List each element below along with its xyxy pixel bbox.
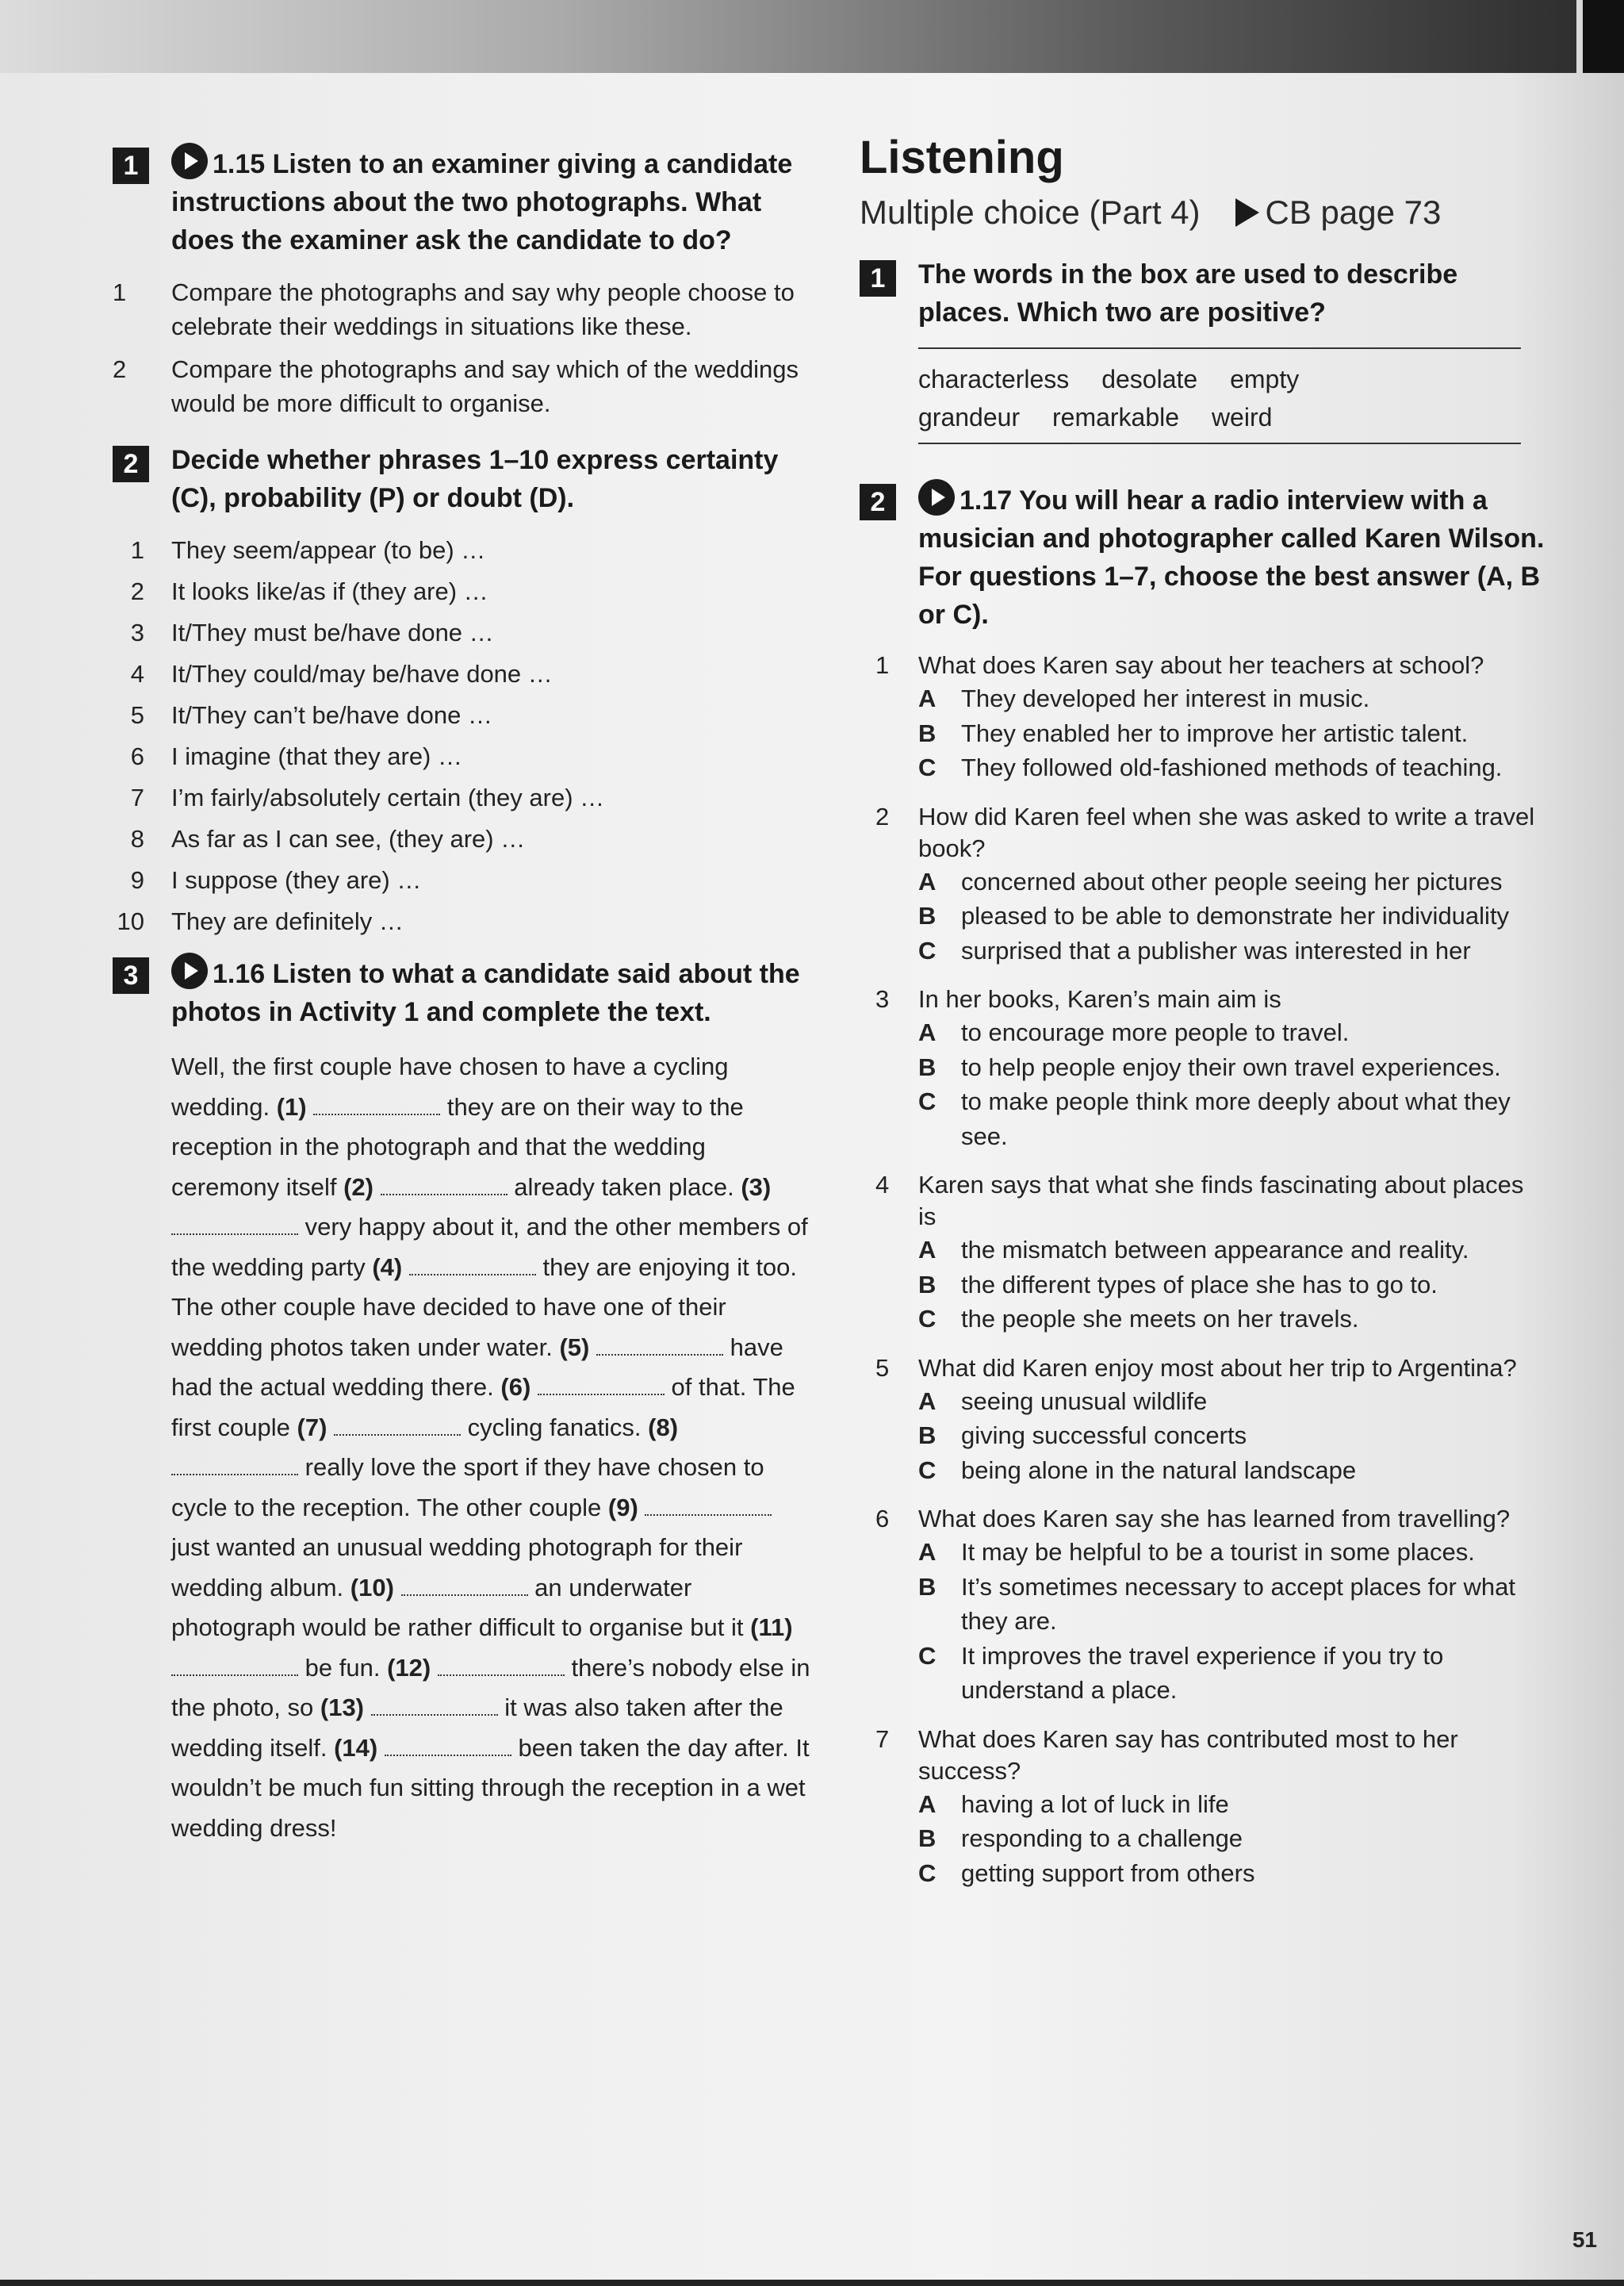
exercise-2-heading <box>113 441 810 517</box>
question: 1 What does Karen say about her teachers at school? A They developed her interest in music. B They enabled her to improve her artistic talent. C They followed old-fashioned methods of teaching. <box>860 650 1546 785</box>
word-row <box>918 398 1521 436</box>
left-column <box>113 143 810 1848</box>
audio-play-icon <box>171 143 208 179</box>
exercise-2-list <box>113 533 810 938</box>
list-item: 7 I’m fairly/absolutely certain (they are) … <box>130 784 605 811</box>
option-a[interactable]: A concerned about other people seeing her pictures <box>918 867 1503 896</box>
list-item: 4 It/They could/may be/have done … <box>130 660 553 688</box>
option-c[interactable]: C surprised that a publisher was interested in her <box>918 936 1471 965</box>
gap-blank[interactable] <box>401 1575 528 1596</box>
exercise-number: 2 <box>860 484 896 520</box>
multiple-choice-questions <box>860 650 1546 1890</box>
exercise-3-heading <box>113 953 810 1031</box>
option-b[interactable]: B responding to a challenge <box>918 1824 1243 1852</box>
list-item: 3 It/They must be/have done … <box>130 619 494 646</box>
audio-play-icon <box>171 953 208 989</box>
gap-blank[interactable] <box>171 1455 298 1475</box>
gap-blank[interactable] <box>385 1736 511 1756</box>
audio-play-icon <box>918 479 955 516</box>
coursebook-reference: CB page 73 <box>1265 194 1442 231</box>
exercise-1-heading <box>113 143 810 259</box>
word: remarkable <box>1051 403 1180 432</box>
option-c[interactable]: C getting support from others <box>918 1858 1255 1887</box>
word-box <box>918 347 1521 444</box>
listening-exercise-2-heading <box>860 479 1546 634</box>
gap-blank[interactable] <box>409 1255 536 1275</box>
exercise-number: 3 <box>113 957 149 994</box>
listening-exercise-1-heading <box>860 255 1546 332</box>
instruction-text: You will hear a radio interview with a musician and photographer called Karen Wilson. For questions 1–7, choose the best answer (A, B or C). <box>918 485 1545 630</box>
word: desolate <box>1101 365 1198 393</box>
question: 2 How did Karen feel when she was asked to write a travel book? A concerned about other people seeing her pictures B pleased to be able to demonstrate her individuality C surprised that a publisher was interested in her <box>860 801 1546 968</box>
gap-blank[interactable] <box>538 1375 665 1395</box>
option-c[interactable]: C They followed old-fashioned methods of teaching. <box>918 754 1503 781</box>
track-number: 1.15 <box>213 149 266 179</box>
header-divider <box>1576 0 1583 73</box>
exercise-number: 1 <box>113 148 149 184</box>
option-a[interactable]: A the mismatch between appearance and reality. <box>918 1236 1469 1264</box>
page-header-band <box>0 0 1624 73</box>
word-row <box>918 360 1521 398</box>
gap-blank[interactable] <box>371 1695 498 1716</box>
section-subtitle: Multiple choice (Part 4) CB page 73 <box>860 194 1442 231</box>
option-a[interactable]: A to encourage more people to travel. <box>918 1018 1350 1046</box>
track-number: 1.17 <box>959 485 1013 516</box>
exercise-number: 1 <box>860 260 896 297</box>
option-b[interactable]: B They enabled her to improve her artistic talent. <box>918 719 1469 747</box>
instruction-text: Listen to what a candidate said about the photos in Activity 1 and complete the text. <box>171 959 800 1027</box>
section-title: Listening <box>860 132 1064 183</box>
list-item: 1 Compare the photographs and say why people choose to celebrate their weddings in situations like these. <box>113 278 795 340</box>
option-b[interactable]: B It’s sometimes necessary to accept places for what they are. <box>918 1572 1515 1635</box>
word: characterless <box>918 365 1070 393</box>
option-c[interactable]: C It improves the travel experience if you try to understand a place. <box>918 1641 1444 1704</box>
list-item: 8 As far as I can see, (they are) … <box>130 825 526 853</box>
option-b[interactable]: B pleased to be able to demonstrate her individuality <box>918 902 1510 930</box>
arrow-right-icon <box>1235 198 1259 227</box>
list-item: 6 I imagine (that they are) … <box>130 742 462 770</box>
option-c[interactable]: C being alone in the natural landscape <box>918 1456 1357 1484</box>
question: 4 Karen says that what she finds fascinating about places is A the mismatch between appearance and reality. B the different types of place she has to go to. C the people she meets on her travels. <box>860 1169 1546 1337</box>
instruction-text: The words in the box are used to describe places. Which two are positive? <box>918 259 1458 328</box>
gap-blank[interactable] <box>438 1655 565 1676</box>
gap-blank[interactable] <box>596 1335 723 1356</box>
gap-blank[interactable] <box>313 1095 440 1115</box>
option-a[interactable]: A It may be helpful to be a tourist in some places. <box>918 1538 1475 1566</box>
list-item: 5 It/They can’t be/have done … <box>130 701 492 729</box>
list-item: 1 They seem/appear (to be) … <box>130 536 486 564</box>
gap-fill-text: Well, the first couple have chosen to have a cycling wedding. (1) they are on their way to the reception in the photograph and that the wedding ceremony itself (2) already taken place. (3) very happy about it, and the other members of the wedding party (4) they are enjoying it too. The other couple have decided to have one of their wedding photos taken under water. (5) have had the actual wedding there. (6) of that. The first couple (7) cycling fanatics. (8) really love the sport if they have chosen to cycle to the reception. The other couple (9) just wanted an unusual wedding photograph for their wedding album. (10) an underwater photograph would be rather difficult to organise but it (11) be fun. (12) there’s nobody else in the photo, so (13) it was also taken after the wedding itself. (14) been taken the day after. It wouldn’t be much fun sitting through the reception in a wet wedding dress! <box>171 1053 810 1842</box>
option-a[interactable]: A They developed her interest in music. <box>918 685 1370 712</box>
question: 3 In her books, Karen’s main aim is A to encourage more people to travel. B to help people enjoy their own travel experiences. C to make people think more deeply about what they see. <box>860 984 1546 1153</box>
instruction-text: Decide whether phrases 1–10 express certainty (C), probability (P) or doubt (D). <box>171 445 779 513</box>
question: 7 What does Karen say has contributed most to her success? A having a lot of luck in life B responding to a challenge C getting support from others <box>860 1724 1546 1891</box>
right-column <box>860 133 1546 1906</box>
list-item: 10 They are definitely … <box>117 907 404 935</box>
option-a[interactable]: A seeing unusual wildlife <box>918 1387 1208 1415</box>
option-b[interactable]: B giving successful concerts <box>918 1421 1247 1449</box>
gap-blank[interactable] <box>645 1495 772 1516</box>
word: grandeur <box>918 403 1021 432</box>
gap-blank[interactable] <box>171 1214 298 1235</box>
list-item: 2 Compare the photographs and say which of the weddings would be more difficult to organise. <box>113 355 799 417</box>
word: weird <box>1211 403 1273 432</box>
question: 5 What did Karen enjoy most about her trip to Argentina? A seeing unusual wildlife B giving successful concerts C being alone in the natural landscape <box>860 1352 1546 1488</box>
track-number: 1.16 <box>213 959 266 989</box>
gap-blank[interactable] <box>171 1655 298 1676</box>
list-item: 2 It looks like/as if (they are) … <box>130 577 488 605</box>
page-number: 51 <box>1572 2227 1597 2252</box>
exercise-number: 2 <box>113 446 149 482</box>
instruction-text: Listen to an examiner giving a candidate instructions about the two photographs. What does the examiner ask the candidate to do? <box>171 149 793 255</box>
option-a[interactable]: A having a lot of luck in life <box>918 1789 1229 1818</box>
list-item: 9 I suppose (they are) … <box>130 866 422 894</box>
exercise-1-list <box>113 275 810 420</box>
option-c[interactable]: C to make people think more deeply about what they see. <box>918 1087 1511 1150</box>
question: 6 What does Karen say she has learned from travelling? A It may be helpful to be a tourist in some places. B It’s sometimes necessary to accept places for what they are. C It improves the travel experience if you try to understand a place. <box>860 1503 1546 1708</box>
header-tab <box>1583 0 1624 73</box>
gap-blank[interactable] <box>381 1175 508 1195</box>
option-b[interactable]: B the different types of place she has to go to. <box>918 1270 1438 1298</box>
word: empty <box>1230 365 1300 393</box>
option-b[interactable]: B to help people enjoy their own travel experiences. <box>918 1053 1501 1081</box>
option-c[interactable]: C the people she meets on her travels. <box>918 1305 1359 1333</box>
gap-blank[interactable] <box>334 1415 461 1436</box>
page-bottom-edge <box>0 2280 1624 2286</box>
